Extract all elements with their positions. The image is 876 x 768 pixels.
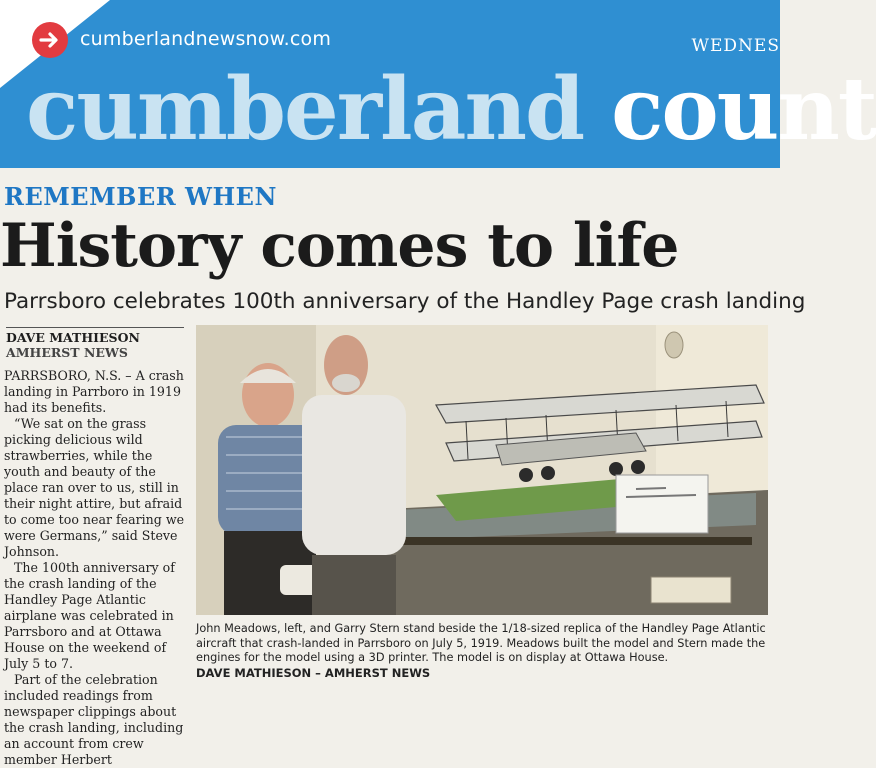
deck-subheadline: Parrsboro celebrates 100th anniversary of the Handley Page crash landing bbox=[4, 289, 806, 314]
arrow-right-icon[interactable] bbox=[32, 22, 68, 58]
site-url-link[interactable]: cumberlandnewsnow.com bbox=[80, 28, 332, 50]
story-paragraph: PARRSBORO, N.S. – A crash landing in Parrboro in 1919 had its benefits. bbox=[4, 368, 184, 415]
photo-caption-text: John Meadows, left, and Garry Stern stand beside the 1/18-sized replica of the Handley Page Atlantic aircraft that crash-landed in Parrsboro on July 5, 1919. Meadows built the model and Stern made the engines for the model using a 3D printer. The model is on display at Ottawa House. bbox=[196, 622, 766, 664]
wordmark-part-2: count bbox=[611, 59, 876, 160]
wordmark-part-1: cumberland bbox=[26, 59, 584, 160]
byline bbox=[6, 327, 184, 360]
byline-organization: AMHERST NEWS bbox=[6, 345, 128, 360]
news-photo bbox=[196, 325, 768, 615]
story-paragraph: The 100th anniversary of the crash landing of the Handley Page Atlantic airplane was celebrated in Parrsboro and at Ottawa House on the weekend of July 5 to 7. bbox=[4, 560, 175, 671]
headline: History comes to life bbox=[0, 211, 679, 281]
newspaper-wordmark bbox=[26, 59, 876, 160]
byline-author: DAVE MATHIESON bbox=[6, 330, 140, 345]
photo-credit: DAVE MATHIESON – AMHERST NEWS bbox=[196, 665, 431, 680]
story-paragraph: Part of the celebration included readings from newspaper clippings about the crash landing, including an account from crew member Herbert bbox=[4, 672, 184, 767]
story-paragraph: “We sat on the grass picking delicious wild strawberries, while the youth and beauty of the place ran over to us, still in their night attire, but afraid to come too near fearing we were Germans,” said Steve Johnson. bbox=[4, 416, 185, 559]
dateline: WEDNES bbox=[691, 36, 780, 56]
photo-caption bbox=[196, 622, 776, 680]
section-kicker: REMEMBER WHEN bbox=[4, 182, 277, 211]
masthead bbox=[0, 0, 876, 168]
story-column bbox=[4, 368, 189, 767]
photo-illustration bbox=[196, 325, 768, 615]
